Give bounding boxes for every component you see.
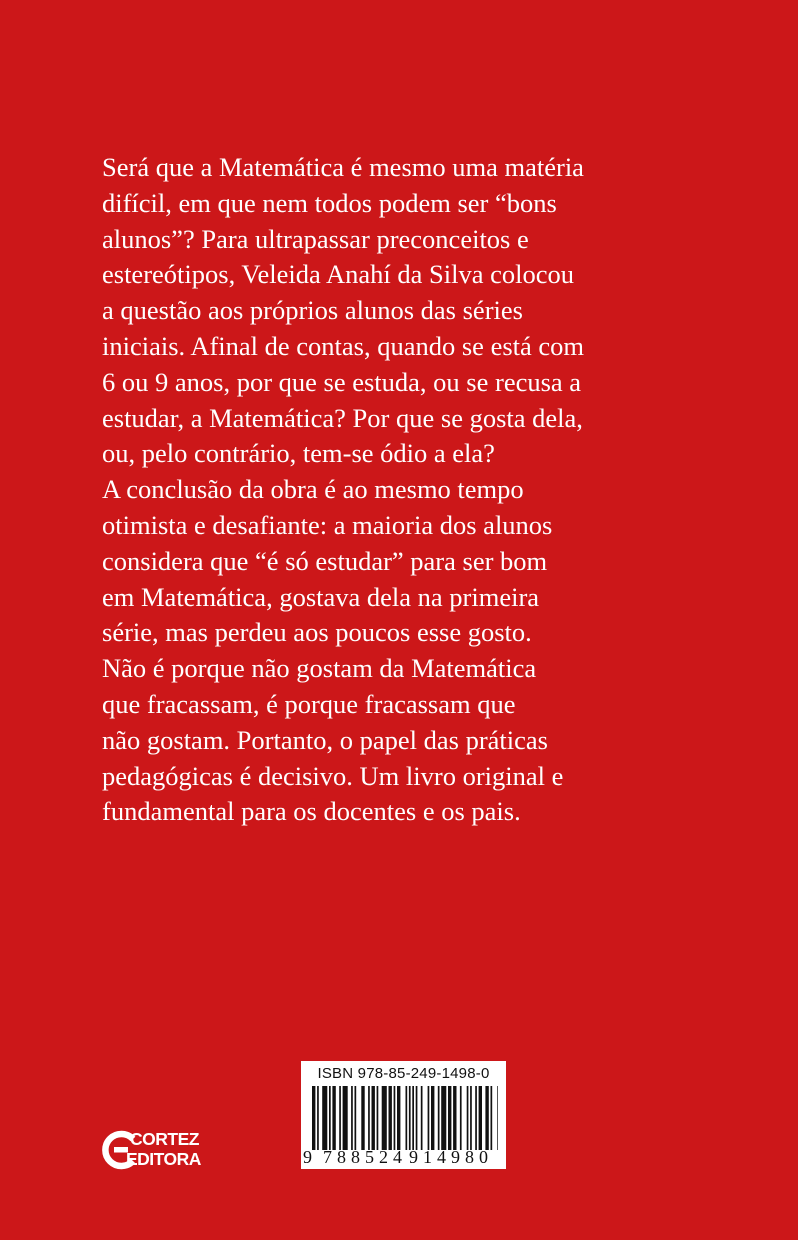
blurb-line: estereótipos, Veleida Anahí da Silva colocou <box>102 259 574 290</box>
ean-digit: 5 <box>365 1147 374 1167</box>
barcode-bar <box>406 1086 408 1150</box>
barcode-bar <box>441 1086 446 1150</box>
blurb-line: que fracassam, é porque fracassam que <box>102 688 516 719</box>
barcode-bar <box>377 1086 379 1150</box>
ean-digit: 8 <box>465 1147 474 1167</box>
blurb-line: não gostam. Portanto, o papel das práticas <box>102 724 548 755</box>
barcode-bar <box>372 1086 375 1150</box>
barcode-bar <box>368 1086 370 1150</box>
blurb-line: ou, pelo contrário, tem-se ódio a ela? <box>102 438 495 469</box>
barcode-bar <box>351 1086 353 1150</box>
barcode-bar <box>312 1086 315 1150</box>
barcode-bar <box>470 1086 472 1150</box>
ean-digit: 7 <box>323 1147 332 1167</box>
ean-digit: 1 <box>423 1147 432 1167</box>
blurb-line: considera que “é só estudar” para ser bom <box>102 545 548 576</box>
ean-digit: 9 <box>451 1147 460 1167</box>
barcode-bar <box>485 1086 488 1150</box>
barcode-bar <box>421 1086 423 1150</box>
ean-digit: 9 <box>303 1147 312 1167</box>
barcode-bar <box>497 1086 498 1150</box>
publisher-logo <box>100 1128 225 1172</box>
barcode-bar <box>416 1086 418 1150</box>
barcode-bar <box>491 1086 493 1150</box>
barcode-bar <box>460 1086 462 1150</box>
blurb-line: a questão aos próprios alunos das séries <box>102 295 523 326</box>
barcode-bar <box>453 1086 456 1150</box>
barcode-bar <box>329 1086 331 1150</box>
barcode-bar <box>409 1086 411 1150</box>
barcode-bar <box>475 1086 477 1150</box>
barcode-bar <box>361 1086 364 1150</box>
ean-digit: 9 <box>409 1147 418 1167</box>
barcode-bar <box>431 1086 434 1150</box>
ean-digit: 4 <box>437 1147 446 1167</box>
blurb-line: alunos”? Para ultrapassar preconceitos e <box>102 223 529 254</box>
barcode-bar <box>394 1086 396 1150</box>
logo-text-cortez: CORTEZ <box>130 1129 199 1149</box>
ean-digit: 8 <box>351 1147 360 1167</box>
ean-digit: 8 <box>337 1147 346 1167</box>
barcode-bar <box>412 1086 414 1150</box>
logo-text-editora: EDITORA <box>126 1149 201 1169</box>
blurb-line: Será que a Matemática é mesmo uma matéria <box>102 152 584 182</box>
blurb-line: fundamental para os docentes e os pais. <box>102 796 521 827</box>
barcode-bar <box>343 1086 348 1150</box>
blurb-line: estudar, a Matemática? Por que se gosta dela, <box>102 402 583 433</box>
blurb-line: otimista e desafiante: a maioria dos alunos <box>102 509 553 540</box>
barcode-bar <box>355 1086 357 1150</box>
barcode-bar <box>397 1086 400 1150</box>
blurb-line: série, mas perdeu aos poucos esse gosto. <box>102 617 532 648</box>
back-cover-blurb <box>102 150 702 830</box>
barcode-bar <box>448 1086 451 1150</box>
barcode-bar <box>389 1086 392 1150</box>
barcode-bar <box>467 1086 469 1150</box>
ean-digit: 2 <box>379 1147 388 1167</box>
barcode-bars <box>312 1086 498 1150</box>
barcode-bar <box>332 1086 335 1150</box>
barcode-bar <box>339 1086 341 1150</box>
blurb-line: iniciais. Afinal de contas, quando se está com <box>102 330 585 361</box>
ean-digit: 4 <box>393 1147 402 1167</box>
isbn-label: ISBN 978-85-249-1498-0 <box>317 1065 490 1082</box>
barcode-bar <box>428 1086 430 1150</box>
barcode-bar <box>382 1086 387 1150</box>
blurb-line: em Matemática, gostava dela na primeira <box>102 581 540 612</box>
blurb-line: 6 ou 9 anos, por que se estuda, ou se recusa a <box>102 366 582 397</box>
barcode-bar <box>479 1086 482 1150</box>
isbn-barcode <box>301 1061 506 1169</box>
barcode-bar <box>438 1086 440 1150</box>
barcode-bar <box>322 1086 327 1150</box>
barcode-bar <box>317 1086 319 1150</box>
blurb-line: pedagógicas é decisivo. Um livro original e <box>102 760 564 791</box>
blurb-line: Não é porque não gostam da Matemática <box>102 653 537 684</box>
blurb-line: difícil, em que nem todos podem ser “bons <box>102 187 557 218</box>
blurb-line: A conclusão da obra é ao mesmo tempo <box>102 474 524 505</box>
ean-digit: 0 <box>479 1147 488 1167</box>
